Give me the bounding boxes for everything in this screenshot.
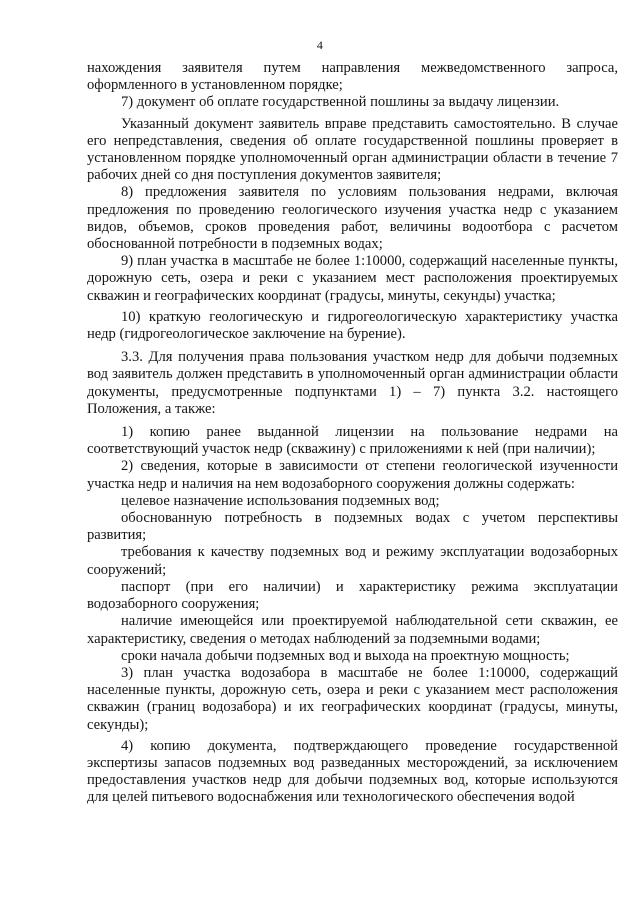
paragraph-item-10: 10) краткую геологическую и гидрогеологическую характеристику участка недр (гидрогеологическое заключение на бурение). [87, 308, 618, 343]
page-number: 4 [316, 38, 324, 52]
paragraph-item-9: 9) план участка в масштабе не более 1:10000, содержащий населенные пункты, дорожную сеть, озера и реки с указанием мест расположения проектируемых скважин и географических координат (градусы, минуты, секунды) участка; [87, 253, 618, 304]
paragraph-note: Указанный документ заявитель вправе представить самостоятельно. В случае его непредставления, сведения об оплате государственной пошлины проверяет в установленном порядке уполномоченный орган администрации области в течение 7 рабочих дней со дня поступления документов заявителя; [87, 115, 618, 184]
paragraph-purpose: целевое назначение использования подземных вод; [121, 492, 440, 509]
paragraph-need: обоснованную потребность в подземных водах с учетом перспективы развития; [87, 510, 618, 544]
paragraph-section-3-3: 3.3. Для получения права пользования участком недр для добычи подземных вод заявитель должен представить в уполномоченный орган администрации области документы, предусмотренные подпунктами 1) – 7) пункта 3.2. настоящего Положения, а также: [87, 349, 618, 417]
paragraph-sub-1: 1) копию ранее выданной лицензии на пользование недрами на соответствующий участок недр (скважину) с приложениями к ней (при наличии); [87, 424, 618, 458]
paragraph-observation: наличие имеющейся или проектируемой наблюдательной сети скважин, ее характеристику, сведения о методах наблюдений за подземными водами; [87, 613, 618, 647]
paragraph-passport: паспорт (при его наличии) и характеристику режима эксплуатации водозаборного сооружения; [87, 578, 618, 613]
paragraph-sub-3: 3) план участка водозабора в масштабе не более 1:10000, содержащий населенные пункты, дорожную сеть, озера и реки с указанием мест расположения скважин (границ водозабора) и их географических координат (градусы, минуты, секунды); [87, 664, 618, 733]
paragraph-requirements: требования к качеству подземных вод и режиму эксплуатации водозаборных сооружений; [87, 544, 618, 578]
paragraph-timeline: сроки начала добычи подземных вод и выхода на проектную мощность; [121, 647, 570, 664]
paragraph-continuation: нахождения заявителя путем направления межведомственного запроса, оформленного в установленном порядке; [87, 60, 618, 94]
paragraph-sub-2: 2) сведения, которые в зависимости от степени геологической изученности участка недр и наличия на нем водозаборного сооружения должны содержать: [87, 458, 618, 492]
paragraph-item-7: 7) документ об оплате государственной пошлины за выдачу лицензии. [121, 94, 560, 111]
paragraph-item-8: 8) предложения заявителя по условиям пользования недрами, включая предложения по проведению геологического изучения участка недр с указанием видов, объемов, сроков проведения работ, величины водоотбора с расчетом обоснованной потребности в подземных водах; [87, 184, 618, 253]
document-body [87, 60, 618, 807]
paragraph-sub-4: 4) копию документа, подтверждающего проведение государственной экспертизы запасов подземных вод разведанных месторождений, за исключением предоставления участков недр для добычи подземных вод, которые используются для целей питьевого водоснабжения или технологического обеспечения водой [87, 737, 618, 806]
